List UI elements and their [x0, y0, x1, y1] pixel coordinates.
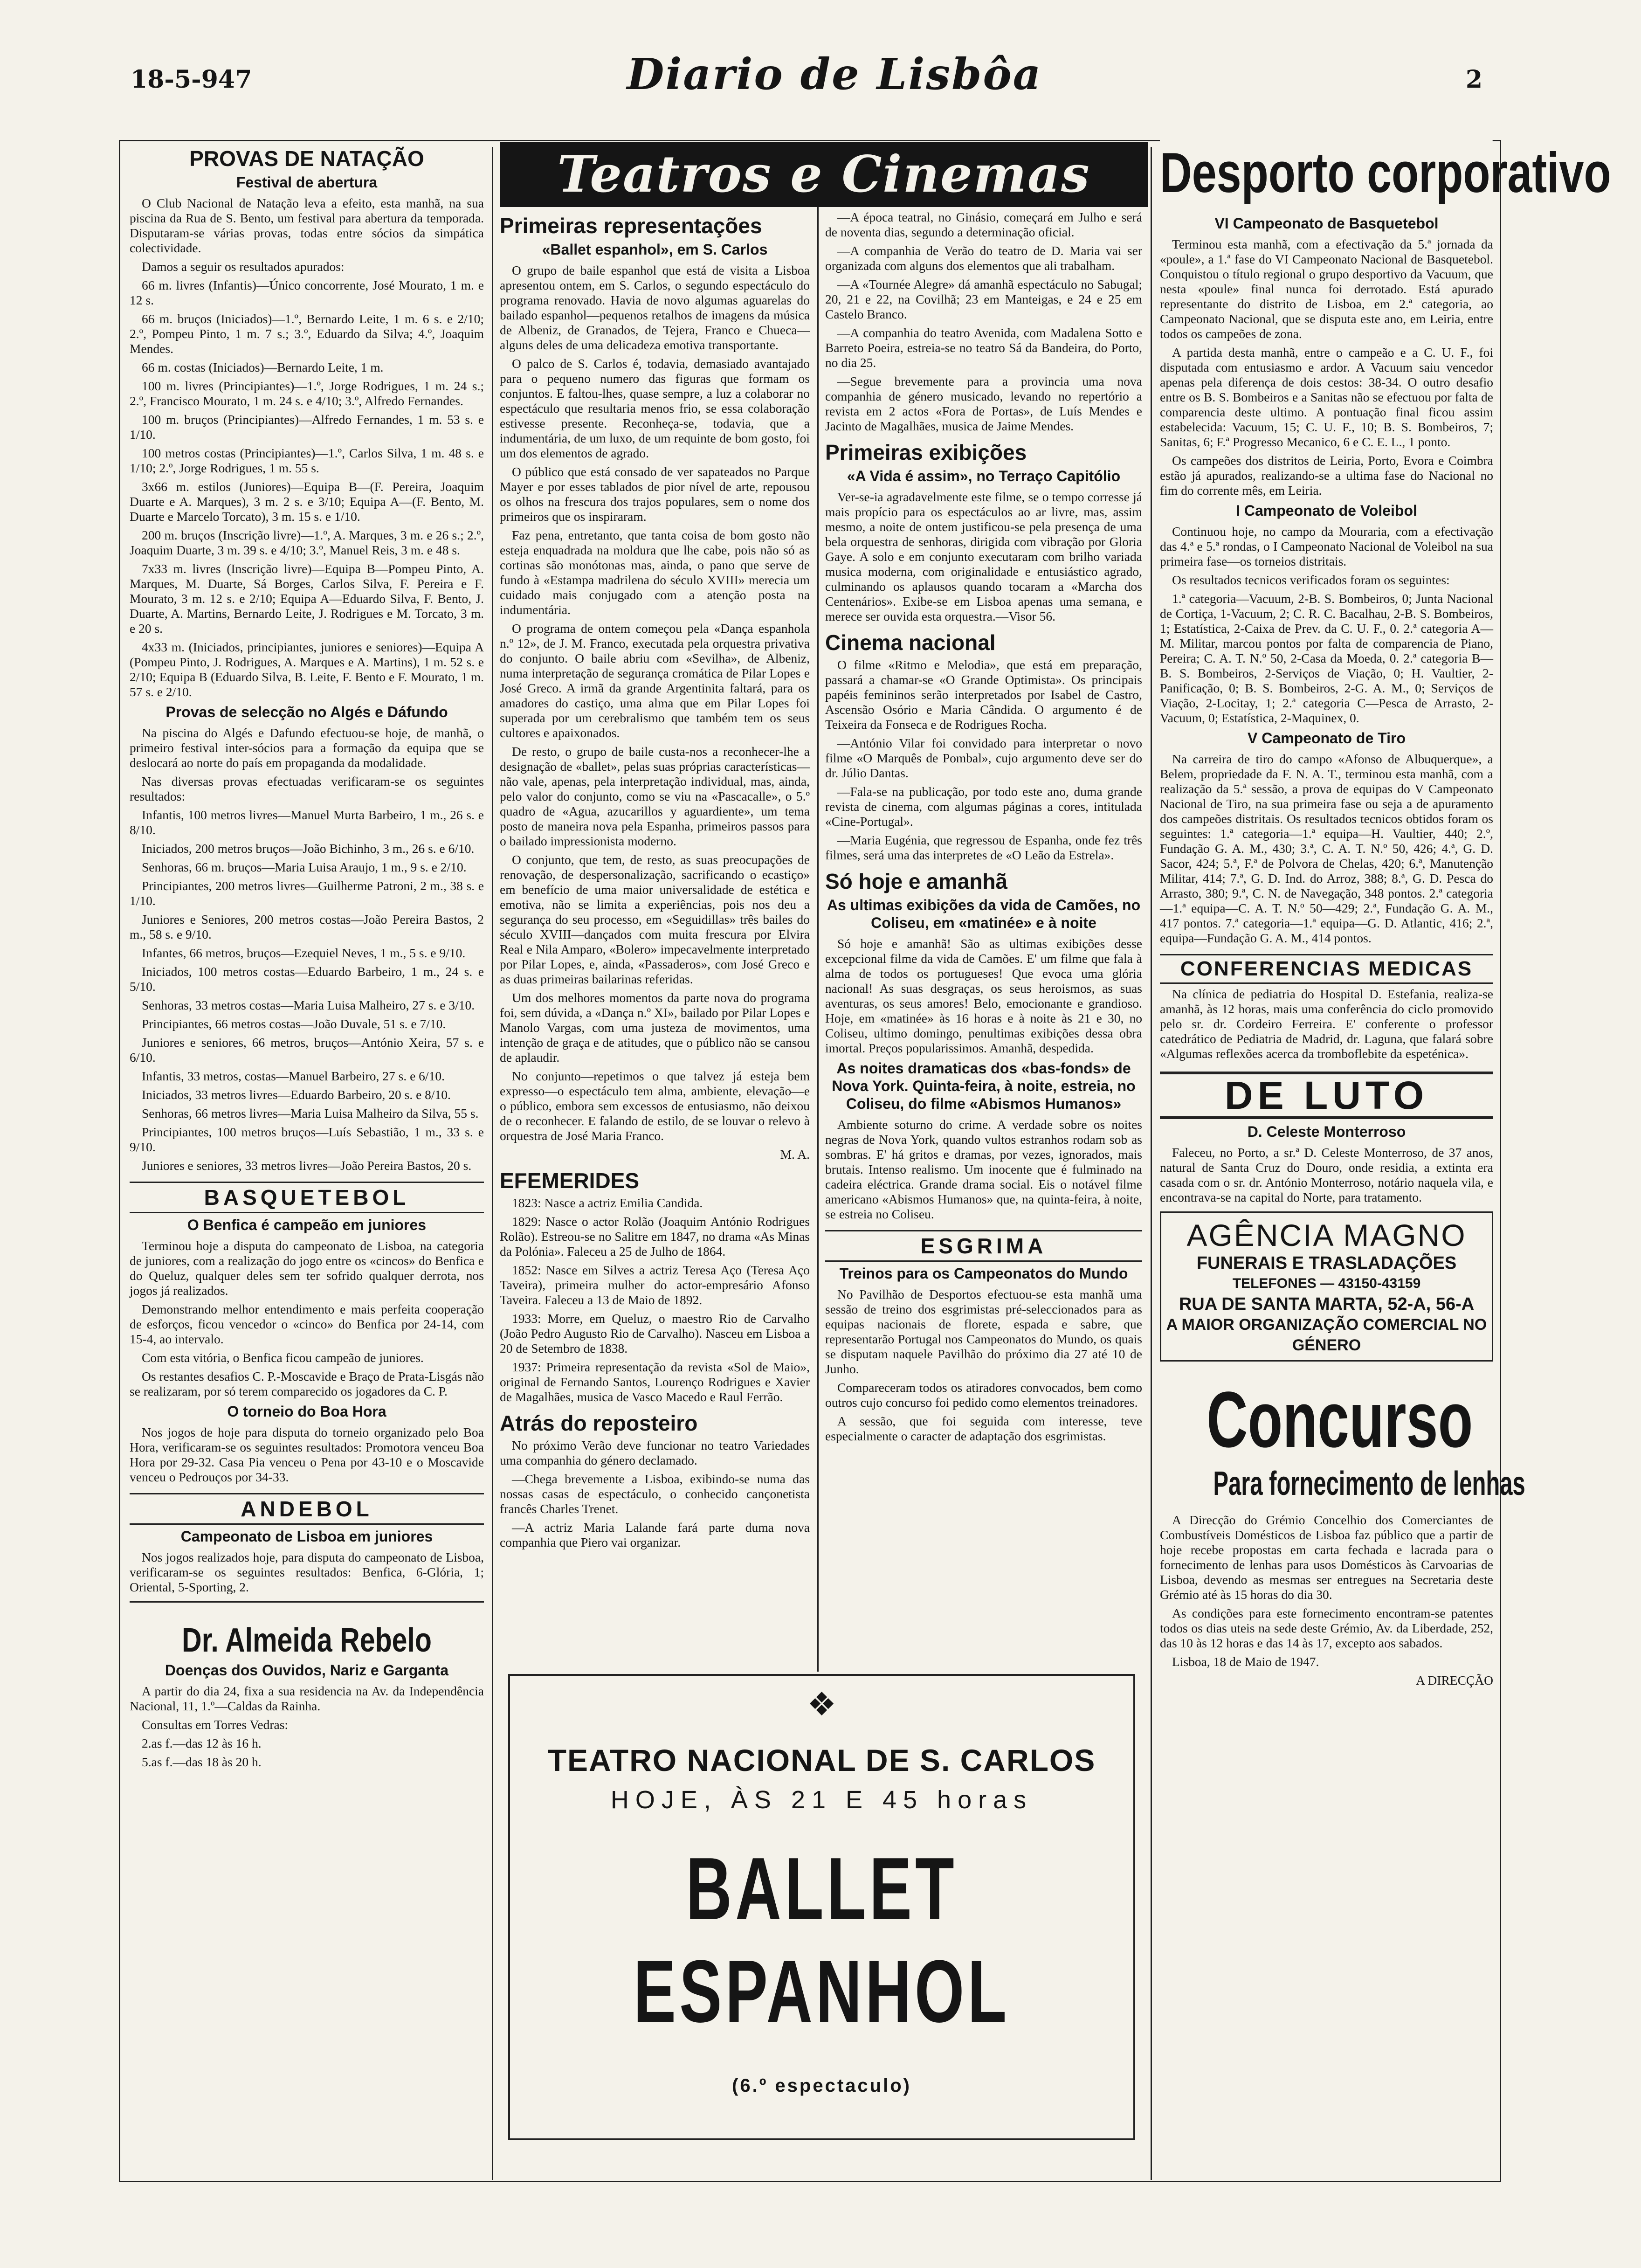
paragraph: 66 m. costas (Iniciados)—Bernardo Leite, 1 m.: [142, 360, 384, 374]
paragraph: —A época teatral, no Ginásio, começará em Julho e será de noventa dias, segundo a determinação oficial.: [825, 210, 1142, 239]
paragraph: Terminou hoje a disputa do campeonato de Lisboa, na categoria de juniores, com a realização do jogo entre os «cincos» do Benfica e do Queluz, qualquer deles sem ter sofrido qualquer derrota, nos jogos já realizados.: [130, 1238, 484, 1298]
section-banner: Teatros e Cinemas: [500, 142, 1148, 207]
signature: A DIRECÇÃO: [1416, 1673, 1493, 1687]
paragraph: Juniores e seniores, 33 metros livres—João Pereira Bastos, 20 s.: [142, 1158, 472, 1173]
paragraph: 5.as f.—das 18 às 20 h.: [142, 1755, 262, 1769]
paragraph: 100 m. livres (Principiantes)—1.º, Jorge Rodrigues, 1 m. 24 s.; 2.º, Francisco Mourato, 1 m. 24 s. e 4/10; 3.º, Alfredo Fernandes.: [130, 379, 484, 408]
ad-specialty: Doenças dos Ouvidos, Nariz e Garganta: [165, 1662, 449, 1679]
paragraph: Senhoras, 66 metros livres—Maria Luisa Malheiro da Silva, 55 s.: [142, 1106, 479, 1120]
paragraph: Consultas em Torres Vedras:: [142, 1717, 289, 1732]
newspaper-title: Diario de Lisbôa: [627, 49, 1042, 99]
paragraph: O público que está consado de ver sapateados no Parque Mayer e por esses tablados de pior nível de arte, repousou os olhos na frescura dos trajos populares, sem o nome dos primeiros que os inspiraram.: [500, 464, 810, 524]
section-header: BASQUETEBOL: [130, 1182, 484, 1213]
paragraph: Infantis, 100 metros livres—Manuel Murta Barbeiro, 1 m., 26 s. e 8/10.: [130, 808, 484, 837]
paragraph: Infantis, 33 metros, costas—Manuel Barbeiro, 27 s. e 6/10.: [142, 1069, 445, 1083]
article-subhead: D. Celeste Monterroso: [1247, 1123, 1406, 1140]
agency-service: FUNERAIS E TRASLADAÇÕES: [1196, 1253, 1457, 1273]
article-subhead: As ultimas exibições da vida de Camões, no Coliseu, em «matinée» e à noite: [827, 897, 1141, 931]
paragraph: 3x66 m. estilos (Juniores)—Equipa B—(F. Pereira, Joaquim Duarte e A. Marques), 3 m. 2 s. e 3/10; Equipa A—(F. Bento, M. Duarte e Marcelo Torcato), 3 m. 15 s. e 1/10.: [130, 479, 484, 524]
section-header: DE LUTO: [1160, 1072, 1493, 1119]
paragraph: Ambiente soturno do crime. A verdade sobre os noites negras de Nova York, quando vultos estranhos rodam sob as sombras. E' há gritos e dramas, por vezes, ignorados, mais brutais. Intenso realismo. Um inocente que é fulminado na cadeira eléctrica. Grande drama social. Eis o notável filme americano «Abismos Humanos» que, na quinta-feira, à noite, se estreia no Coliseu.: [825, 1117, 1142, 1221]
paragraph: 66 m. bruços (Iniciados)—1.º, Bernardo Leite, 1 m. 6 s. e 2/10; 2.º, Pompeu Pinto, 1 m. 7 s.; 3.º, Eduardo da Silva; 4.º, Joaquim Mendes.: [130, 311, 484, 356]
paragraph: Iniciados, 200 metros bruços—João Bichinho, 3 m., 26 s. e 6/10.: [142, 841, 475, 856]
column-1: [125, 140, 489, 2178]
paragraph: Damos a seguir os resultados apurados:: [142, 259, 345, 274]
paragraph: 7x33 m. livres (Inscrição livre)—Equipa B—Pompeu Pinto, A. Marques, M. Duarte, Sá Borges, Carlos Silva, F. Pereira e F. Mourato, 3 m. 12 s. e 2/10; Equipa A—Eduardo Silva, F. Bento, J. Duarte, A. Martins, Bernardo Leite, J. Rodrigues e M. Torcato, 3 m. e 20 s.: [130, 561, 484, 636]
agency-address: RUA DE SANTA MARTA, 52-A, 56-A: [1179, 1294, 1475, 1314]
paragraph: —António Vilar foi convidado para interpretar o novo filme «O Marquês de Pombal», cujo argumento deve ser do dr. Júlio Dantas.: [825, 736, 1142, 780]
paragraph: 66 m. livres (Infantis)—Único concorrente, José Mourato, 1 m. e 12 s.: [130, 278, 484, 307]
notice-headline: Concurso: [1207, 1376, 1473, 1464]
paragraph: O palco de S. Carlos é, todavia, demasiado avantajado para o pequeno numero das figuras que formam os conjuntos. E faltou-lhes, quase sempre, a luz a colaborar no espectáculo que resultaria menos frio, se essa colaboração estivesse presente. Reconheça-se, todavia, que a indumentária, de um luxo, de um requinte de bom gosto, foi um dos elementos de agrado.: [500, 356, 810, 460]
paragraph: —Chega brevemente a Lisboa, exibindo-se numa das nossas casas de espectáculo, o conhecido cançonetista francês Charles Trenet.: [500, 1472, 810, 1516]
paragraph: Principiantes, 100 metros bruços—Luís Sebastião, 1 m., 33 s. e 9/10.: [130, 1125, 484, 1154]
paragraph: A Direcção do Grémio Concelhio dos Comerciantes de Combustíveis Domésticos de Lisboa faz público que a partir de hoje recebe propostas em carta fechada e lacrada para o fornecimento de lenhas para usos Domésticos às Carvoarias de Lisboa, devendo as mesmas ser entregues na Secretaria deste Grémio até às 15 horas do dia 30.: [1160, 1513, 1493, 1602]
section-banner: Desporto corporativo: [1160, 140, 1493, 210]
paragraph: Principiantes, 200 metros livres—Guilherme Patroni, 2 m., 38 s. e 1/10.: [130, 878, 484, 908]
paragraph: Terminou esta manhã, com a efectivação da 5.ª jornada da «poule», a 1.ª fase do VI Campeonato Nacional de Basquetebol. Conquistou o título regional o grupo desportivo da Vacuum, que nesta «poule» final nunca foi derrotado. Está apurado representante do distrito de Lisboa, em 2.ª categoria, ao Campeonato Nacional, que se disputa este ano, em Leiria, entre todos os campeões de zona.: [1160, 237, 1493, 341]
paragraph: Juniores e Seniores, 200 metros costas—João Pereira Bastos, 2 m., 58 s. e 9/10.: [130, 912, 484, 941]
paragraph: A sessão, que foi seguida com interesse, teve especialmente o caracter de adaptação dos esgrimistas.: [825, 1414, 1142, 1443]
agency-name: AGÊNCIA MAGNO: [1186, 1218, 1467, 1252]
paragraph: Nos jogos de hoje para disputa do torneio organizado pelo Boa Hora, verificaram-se os seguintes resultados: Promotora venceu Boa Hora por 29-32. Casa Pia venceu o Pena por 43-10 e o Moscavide venceu o Pedrouços por 34-33.: [130, 1425, 484, 1484]
page-number: 2: [1465, 65, 1482, 94]
column-4: [1155, 140, 1611, 2178]
paragraph: —Maria Eugénia, que regressou de Espanha, onde fez três filmes, será uma das interpretes de «O Leão da Estrela».: [825, 833, 1142, 862]
article-headline: Cinema nacional: [825, 630, 996, 655]
paragraph: O conjunto, que tem, de resto, as suas preocupações de renovação, de despersonalização, sacrificando o ecastiço» em benefício de uma maior universalidade de estética e emotiva, não se limita a experiências, pois nos deu a segurança do seu processo, em «Seguidillas» três bailes do século XVIII—dançados com muita frescura por Elvira Real e Nila Amparo, «Bolero» impecavelmente interpretado por Pilar Lopes, e, ainda, «Passaderos», com José Greco e as duas primeiras bailarinas referidas.: [500, 852, 810, 986]
paragraph: Faleceu, no Porto, a sr.ª D. Celeste Monterroso, de 37 anos, natural de Santa Cruz do Douro, onde residia, a extinta era casada com o sr. dr. António Monterroso, notário naquela vila, e encontrava-se na capital do Norte, para tratamento.: [1160, 1145, 1493, 1204]
section-header: CONFERENCIAS MEDICAS: [1160, 954, 1493, 984]
article-subhead: I Campeonato de Voleibol: [1236, 502, 1417, 519]
column-rule: [492, 147, 493, 2180]
ad-show-order: (6.º espectaculo): [732, 2075, 911, 2096]
ad-show-title: BALLET ESPANHOL: [633, 1839, 1010, 2041]
paragraph: No próximo Verão deve funcionar no teatro Variedades uma companhia do género declamado.: [500, 1438, 810, 1467]
paragraph: —A «Tournée Alegre» dá amanhã espectáculo no Sabugal; 20, 21 e 22, na Covilhã; 23 em Manteigas, e 24 e 25 em Castelo Branco.: [825, 277, 1142, 321]
paragraph: —A companhia do teatro Avenida, com Madalena Sotto e Barreto Poeira, estreia-se no teatro Sá da Bandeira, do Porto, no dia 25.: [825, 325, 1142, 370]
article-subhead: «A Vida é assim», no Terraço Capitólio: [847, 468, 1121, 484]
paragraph: De resto, o grupo de baile custa-nos a reconhecer-lhe a designação de «ballet», pelas suas próprias características—não vale, apenas, pela interpretação individual, mas, ainda, pelo valor do conjunto, como se viu na «Pascacalle», o 5.º quadro de «Agua, azucarillos y aguardiente», um tema posto de maneira nova pela Espanha, primeiros passos para o bailado impressionista moderno.: [500, 744, 810, 848]
notice-subhead: Para fornecimento de lenhas: [1213, 1465, 1525, 1502]
article-subhead: O Benfica é campeão em juniores: [187, 1217, 427, 1233]
paragraph: Um dos melhores momentos da parte nova do programa foi, sem dúvida, a «Dança n.º XI», bailado por Pilar Lopes e Manolo Vargas, com uma justeza de movimentos, uma intenção de graça e de atitudes, que o público não se cansou de aplaudir.: [500, 990, 810, 1065]
paragraph: Os restantes desafios C. P.-Moscavide e Braço de Prata-Lisgás não se realizaram, por só terem comparecido os jogadores da C. P.: [130, 1369, 484, 1398]
article-subhead: Provas de selecção no Algés e Dáfundo: [165, 704, 448, 720]
paragraph: 1933: Morre, em Queluz, o maestro Rio de Carvalho (João Pedro Augusto Rio de Carvalho). Nasceu em Lisboa a 20 de Setembro de 1838.: [500, 1311, 810, 1355]
paragraph: Nas diversas provas efectuadas verificaram-se os seguintes resultados:: [130, 774, 484, 803]
article-headline: Atrás do reposteiro: [500, 1411, 698, 1435]
paragraph: 1937: Primeira representação da revista «Sol de Maio», original de Fernando Santos, Lourenço Rodrigues e Xavier de Magalhães, musica de Vasco Macedo e Raul Ferrão.: [500, 1360, 810, 1404]
paragraph: Infantes, 66 metros, bruços—Ezequiel Neves, 1 m., 5 s. e 9/10.: [142, 946, 466, 960]
paragraph: Senhoras, 66 m. bruços—Maria Luisa Araujo, 1 m., 9 s. e 2/10.: [142, 860, 467, 874]
paragraph: Na piscina do Algés e Dafundo efectuou-se hoje, de manhã, o primeiro festival inter-sócios para a formação da equipa que se deslocará ao norte do país em propaganda da modalidade.: [130, 726, 484, 770]
paragraph: Nos jogos realizados hoje, para disputa do campeonato de Lisboa, verificaram-se os seguintes resultados: Benfica, 6-Glória, 1; Oriental, 5-Sporting, 2.: [130, 1550, 484, 1594]
section-header: ANDEBOL: [130, 1493, 484, 1525]
paragraph: Faz pena, entretanto, que tanta coisa de bom gosto não esteja enquadrada na moldura que lhe cabe, pois não só as cortinas são monótonas mas, ainda, o pano que serve de fundo à «Estampa madrilena do século XVIII» merecia um cuidado mais conjugado com a atenção posta na indumentária.: [500, 528, 810, 617]
paragraph: 100 m. bruços (Principiantes)—Alfredo Fernandes, 1 m. 53 s. e 1/10.: [130, 412, 484, 442]
paragraph: —A actriz Maria Lalande fará parte duma nova companhia que Piero vai organizar.: [500, 1520, 810, 1549]
paragraph: O Club Nacional de Natação leva a efeito, esta manhã, na sua piscina da Rua de S. Bento, um festival para abertura da temporada. Disputaram-se várias provas, todas entre sócios da simpática colectividade.: [130, 196, 484, 255]
paragraph: Iniciados, 100 metros costas—Eduardo Barbeiro, 1 m., 24 s. e 5/10.: [130, 964, 484, 994]
article-headline: PROVAS DE NATAÇÃO: [189, 146, 424, 171]
article-subhead: O torneio do Boa Hora: [227, 1403, 386, 1420]
paragraph: Senhoras, 33 metros costas—Maria Luisa Malheiro, 27 s. e 3/10.: [142, 998, 475, 1012]
paragraph: Os campeões dos distritos de Leiria, Porto, Evora e Coimbra estão já apurados, realizando-se a ultima fase do Nacional no fim do corrente mês, em Leiria.: [1160, 453, 1493, 498]
article-subhead: Festival de abertura: [236, 174, 378, 191]
paragraph: As condições para este fornecimento encontram-se patentes todos os dias uteis na sede deste Grémio, Av. da Liberdade, 252, das 10 às 12 horas e das 14 às 17, excepto aos sabados.: [1160, 1606, 1493, 1650]
article-subhead: V Campeonato de Tiro: [1247, 730, 1406, 747]
paragraph: O grupo de baile espanhol que está de visita a Lisboa apresentou ontem, em S. Carlos, o segundo espectáculo do programa renovado. Havia de novo algumas aguarelas do bailado espanhol—pequenos retalhos de imagens da música de Albeniz, de Granados, de Tejera, Franco e Chueca—alguns deles de uma delicadeza emotiva transportante.: [500, 263, 810, 352]
paragraph: Na clínica de pediatria do Hospital D. Estefania, realiza-se amanhã, às 12 horas, mais uma conferência do ciclo promovido pelo sr. dr. Cordeiro Ferreira. E' conferente o professor catedrático de Pediatria de Madrid, dr. Laguna, que falará sobre «Algumas reflexões acerca da tromboflebite da espeténica».: [1160, 987, 1493, 1061]
paragraph: —Segue brevemente para a provincia uma nova companhia de género musicado, levando no repertório a revista em 2 actos «Fora de Portas», de Luís Mendes e Jacinto de Magalhães, musica de Jaime Mendes.: [825, 374, 1142, 433]
paragraph: Iniciados, 33 metros livres—Eduardo Barbeiro, 20 s. e 8/10.: [142, 1087, 451, 1102]
paragraph: No Pavilhão de Desportos efectuou-se esta manhã uma sessão de treino dos esgrimistas pré-seleccionados para as equipas nacionais de florete, espada e sabre, que representarão Portugal nos Campeonatos do Mundo, os quais se disputam naquele Pavilhão do próximo dia 27 até 10 de Junho.: [825, 1287, 1142, 1376]
paragraph: 1823: Nasce a actriz Emilia Candida.: [512, 1196, 703, 1210]
article-headline: Primeiras exibições: [825, 440, 1027, 464]
column-rule: [817, 147, 819, 1672]
ad-doctor-name: Dr. Almeida Rebelo: [182, 1622, 432, 1659]
paragraph: Juniores e seniores, 66 metros, bruços—António Xeira, 57 s. e 6/10.: [130, 1035, 484, 1065]
column-rule: [1151, 147, 1152, 2180]
agency-tagline: A MAIOR ORGANIZAÇÃO COMERCIAL NO GÉNERO: [1166, 1316, 1487, 1354]
article-subhead: Campeonato de Lisboa em juniores: [180, 1528, 433, 1545]
paragraph: 1852: Nasce em Silves a actriz Teresa Aço (Teresa Aço Taveira), primeira mulher do actor-empresário Afonso Taveira. Faleceu a 13 de Maio de 1892.: [500, 1263, 810, 1307]
paragraph: Na carreira de tiro do campo «Afonso de Albuquerque», a Belem, propriedade da F. N. A. T., terminou esta manhã, com a realização da 5.ª sessão, a prova de equipas do V Campeonato Nacional de Tiro, na sua primeira fase ou seja a de apuramento dos campeões distritais. Os resultados tecnicos obtidos foram os seguintes: 1.ª categoria—1.ª equipa—H. Vaultier, 440; 2.º, Fundação G. A. M., 430; 3.ª, C. A. T. N.º 50, 426; 4.ª, G. D. Sacor, 424; 5.ª, F.ª de Polvora de Chelas, 420; 6.ª, Manutenção Militar, 414; 7.ª, G. D. Ind. do Arroz, 388; 8.ª, G. D. Pesca do Arrasto, 380; 9.ª, C. N. de Navegação, 348 pontos. 2.ª categoria—1.ª equipa—C. A. T. N.º 50—429; 2.ª, Fundação G. A. M., 417 pontos. 7.ª categoria—1.ª equipa—G. D. Atlantic, 416; 2.ª, equipa—Fundação G. A. M., 414 pontos.: [1160, 752, 1493, 945]
paragraph: Com esta vitória, o Benfica ficou campeão de juniores.: [142, 1350, 424, 1365]
article-subhead: As noites dramaticas dos «bas-fonds» de Nova York. Quinta-feira, à noite, estreia, no Coliseu, do filme «Abismos Humanos»: [832, 1060, 1136, 1112]
paragraph: Só hoje e amanhã! São as ultimas exibições desse excepcional filme da vida de Camões. E' um filme que fala à alma de todos os portugueses! Que evoca uma glória nacional! As suas desgraças, os seus heroismos, as suas aventuras, os seus amores! Belo, emocionante e grandioso. Hoje, em «matinée» às 16 horas e à noite às 21 e 30, no Coliseu, ultimo domingo, penultimas exibições dessa obra imortal. Preços popularissimos. Amanhã, despedida.: [825, 936, 1142, 1055]
agency-phones: TELEFONES — 43150-43159: [1232, 1276, 1421, 1291]
issue-date: 18-5-947: [131, 65, 252, 94]
ornament-icon: ❖: [807, 1687, 836, 1723]
divider: [130, 1601, 484, 1603]
paragraph: —Fala-se na publicação, por todo este ano, duma grande revista de cinema, com algumas páginas a cores, intitulada «Cine-Portugal».: [825, 784, 1142, 829]
paragraph: No conjunto—repetimos o que talvez já esteja bem expresso—o espectáculo tem alma, ambiente, elevação—e o público, embora sem excessos de entusiasmo, não deixou de o reconhecer. E falando de estilo, de se louvar o relevo à orquestra de José Maria Franco.: [500, 1069, 810, 1143]
funeral-agency-ad: [1160, 1211, 1493, 1362]
paragraph: Ver-se-ia agradavelmente este filme, se o tempo corresse já mais propício para os espectáculos ao ar livre, mas, assim mesmo, a noite de ontem justificou-se pela presença de uma bela orquestra de senhoras, dirigida com vibração por Gloria Gaye. A solo e em conjunto executaram com brilho variada musica moderna, com originalidade e entusiástico agrado, culminando os aplausos quando tocaram a «Marcha dos Centenários». Exibe-se em Lisboa apenas uma semana, e merece ser ouvida esta orquestra.—Visor 56.: [825, 490, 1142, 623]
article-subhead: «Ballet espanhol», em S. Carlos: [542, 241, 768, 258]
paragraph: O programa de ontem começou pela «Dança espanhola n.º 12», de J. M. Franco, executada pela orquestra privativa do conjunto. O baile abriu com «Sevilha», de Albeniz, numa interpretação de segurança cromática de Pilar Lopes e José Greco. A irmã da grande Argentinita faltará, para os amadores do castiço, uma alma que em Pilar Lopes foi superada por um cerebralismo que também tem os seus cultores e apaixonados.: [500, 621, 810, 740]
article-headline: Só hoje e amanhã: [825, 869, 1008, 893]
paragraph: Os resultados tecnicos verificados foram os seguintes:: [1172, 573, 1450, 587]
paragraph: 2.as f.—das 12 às 16 h.: [142, 1736, 262, 1750]
paragraph: A partir do dia 24, fixa a sua residencia na Av. da Independência Nacional, 11, 1.º—Caldas da Rainha.: [130, 1684, 484, 1713]
paragraph: O filme «Ritmo e Melodia», que está em preparação, passará a chamar-se «O Grande Optimista». Os principais papéis femininos serão interpretados por Isabel de Castro, Ascensão Osório e Maria Cândida. O argumento é de Teixeira da Fonseca e de Rodrigues Rocha.: [825, 657, 1142, 732]
paragraph: Continuou hoje, no campo da Mouraria, com a efectivação das 4.ª e 5.ª rondas, o I Campeonato Nacional de Voleibol na sua primeira fase—os torneios distritais.: [1160, 524, 1493, 568]
paragraph: A partida desta manhã, entre o campeão e a C. U. F., foi disputada com entusiasmo e ardor. A Vacuum saiu vencedor apenas pela diferença de dois cestos: 38-34. O outro desafio entre os B. S. Bombeiros e a Sanitas não se efectuou por falta de comparencia deste ultimo. A pontuação final ficou assim estabelecida: Vacuum, 15; C. U. F., 10; B. S. Bombeiros, 7; Sanitas, 6; F.ª Progresso Mecanico, 6 e C. E. L., 1 ponto.: [1160, 345, 1493, 449]
paragraph: 4x33 m. (Iniciados, principiantes, juniores e seniores)—Equipa A (Pompeu Pinto, J. Rodrigues, A. Marques e A. Martins), 1 m. 52 s. e 2/10; Equipa B (Eduardo Silva, B. Leite, F. Bento e F. Mourato, 1 m. 57 s. e 2/10.: [130, 640, 484, 699]
paragraph: Compareceram todos os atiradores convocados, bem como outros cujo concurso foi pedido como elementos treinadores.: [825, 1380, 1142, 1410]
paragraph: 1.ª categoria—Vacuum, 2-B. S. Bombeiros, 0; Junta Nacional de Cortiça, 1-Vacuum, 2; C. R. C. Bacalhau, 2-B. S. Bombeiros, 1; Estatística, 2-Caixa de Prev. da C. U. F., 0. 2.ª categoria A—M. Militar, marcou pontos por falta de comparencia de Piano, Pereira; C. A. T. N.º 50, 2-Casa da Moeda, 0. 2.ª categoria B—B. S. Bombeiros, 2-Serviços de Viação, 0; H. Vaultier, 2-Panificação, 0; B. S. Bombeiros, 2-G. A. M., 0; Serviços de Viação, 2-Locitay, 1; 2.ª categoria C—Pesca de Arrasto, 2-Vacuum, 0; Estatística, 2-Maquinex, 0.: [1160, 591, 1493, 725]
paragraph: Principiantes, 66 metros costas—João Duvale, 51 s. e 7/10.: [142, 1016, 446, 1031]
article-subhead: Treinos para os Campeonatos do Mundo: [839, 1265, 1128, 1282]
ad-venue: TEATRO NACIONAL DE S. CARLOS: [547, 1743, 1096, 1777]
paragraph: —A companhia de Verão do teatro de D. Maria vai ser organizada com alguns dos elementos que ali trabalham.: [825, 243, 1142, 273]
paragraph: 100 metros costas (Principiantes)—1.º, Carlos Silva, 1 m. 48 s. e 1/10; 2.º, Jorge Rodrigues, 1 m. 55 s.: [130, 446, 484, 475]
column-3: [820, 210, 1147, 1669]
section-header: ESGRIMA: [825, 1230, 1142, 1262]
theatre-advertisement: [508, 1674, 1135, 2140]
paragraph: 200 m. bruços (Inscrição livre)—1.º, A. Marques, 3 m. e 26 s.; 2.º, Joaquim Duarte, 3 m. 39 s. e 4/10; 3.º, Manuel Reis, 3 m. e 48 s.: [130, 528, 484, 557]
article-headline: EFEMERIDES: [500, 1169, 640, 1193]
article-subhead: VI Campeonato de Basquetebol: [1214, 215, 1439, 232]
ad-time: HOJE, ÀS 21 E 45 horas: [610, 1786, 1033, 1814]
article-headline: Primeiras representações: [500, 214, 762, 238]
signature: M. A.: [780, 1147, 810, 1162]
masthead: [0, 0, 1641, 107]
paragraph: Lisboa, 18 de Maio de 1947.: [1172, 1654, 1319, 1669]
paragraph: 1829: Nasce o actor Rolão (Joaquim António Rodrigues Rolão). Estreou-se no Salitre em 1847, no drama «As Minas da Polónia». Faleceu a 25 de Julho de 1864.: [500, 1214, 810, 1258]
paragraph: Demonstrando melhor entendimento e mais perfeita cooperação de esforços, ficou vencedor o «cinco» do Benfica por 24-14, com 15-4, ao intervalo.: [130, 1302, 484, 1346]
